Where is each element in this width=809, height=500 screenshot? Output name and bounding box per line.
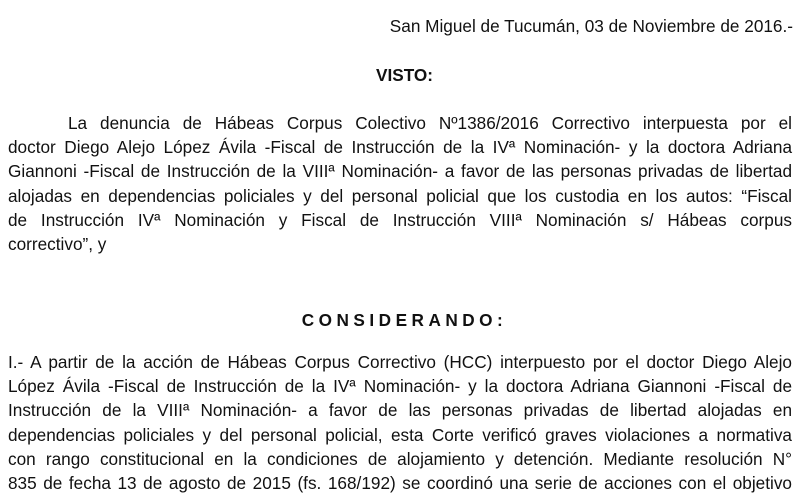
visto-line: Giannoni -Fiscal de Instrucción de la VIIIª Nominación- a favor de las personas privadas de libertad [8,161,792,182]
considerando-line: Instrucción de la VIIIª Nominación- a favor de las personas privadas de libertad alojadas en [8,400,792,421]
considerando-paragraph [8,350,792,495]
visto-heading: VISTO: [376,65,433,85]
considerando-heading: CONSIDERANDO: [301,310,508,330]
considerando-line: 835 de fecha 13 de agosto de 2015 (fs. 168/192) se coordinó una serie de acciones con el objetivo [8,473,792,494]
visto-line: doctor Diego Alejo López Ávila -Fiscal de Instrucción de la IVª Nominación- y la doctora Adriana [8,137,792,158]
considerando-line: dependencias policiales y del personal policial, esta Corte verificó graves violaciones a normativa [8,424,792,445]
considerando-line: con rango constitucional en la condiciones de alojamiento y detención. Mediante resolución N° [8,448,792,469]
visto-paragraph [8,111,792,256]
dateline: San Miguel de Tucumán, 03 de Noviembre de 2016.- [389,16,793,36]
considerando-line: I.- A partir de la acción de Hábeas Corpus Correctivo (HCC) interpuesto por el doctor Diego Alejo [8,352,792,372]
visto-line: correctivo”, y [8,234,107,255]
visto-line: de Instrucción IVª Nominación y Fiscal de Instrucción VIIIª Nominación s/ Hábeas corpus [8,209,792,230]
visto-line: La denuncia de Hábeas Corpus Colectivo Nº1386/2016 Correctivo interpuesta por el [68,113,792,133]
considerando-line: López Ávila -Fiscal de Instrucción de la IVª Nominación- y la doctora Adriana Giannoni -Fiscal de [8,376,792,397]
visto-line: alojadas en dependencias policiales y del personal policial que los custodia en los autos: “Fiscal [8,185,792,206]
